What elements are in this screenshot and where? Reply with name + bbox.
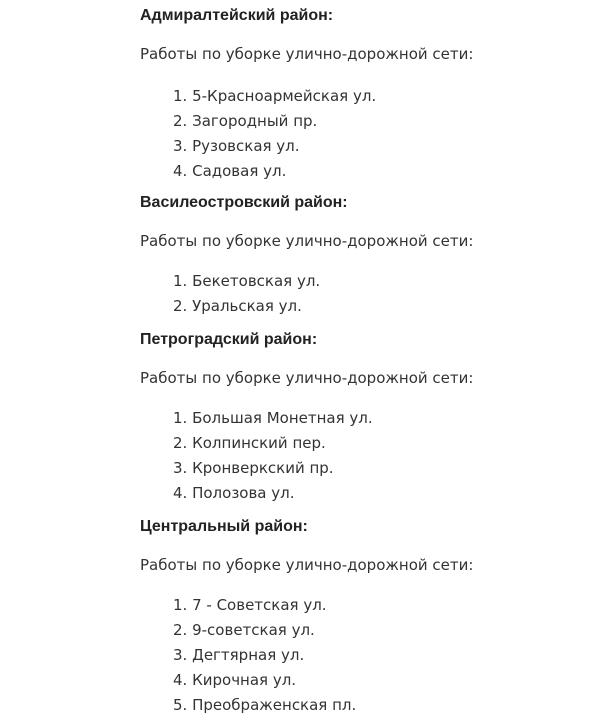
street-list <box>140 406 600 506</box>
district-section-petrogradsky <box>140 330 600 506</box>
district-heading: Адмиралтейский район: <box>140 7 334 24</box>
section-intro: Работы по уборке улично-дорожной сети: <box>140 45 474 63</box>
list-item: 1. Бекетовская ул. <box>173 272 321 290</box>
list-item: 4. Полозова ул. <box>173 484 295 502</box>
district-section-centralny <box>140 517 600 718</box>
list-item: 2. Уральская ул. <box>173 297 302 315</box>
list-item: 1. Большая Монетная ул. <box>173 409 373 427</box>
section-intro: Работы по уборке улично-дорожной сети: <box>140 556 474 574</box>
list-item: 3. Дегтярная ул. <box>173 646 305 664</box>
district-heading: Центральный район: <box>140 518 308 535</box>
district-heading: Петроградский район: <box>140 331 318 348</box>
list-item: 4. Кирочная ул. <box>173 671 297 689</box>
list-item: 2. Колпинский пер. <box>173 434 326 452</box>
list-item: 1. 7 - Советская ул. <box>173 596 327 614</box>
list-item: 3. Кронверкский пр. <box>173 459 334 477</box>
district-section-vasileostrovsky <box>140 193 600 319</box>
street-list <box>140 269 600 319</box>
list-item: 5. Преображенская пл. <box>173 696 357 714</box>
district-heading: Василеостровский район: <box>140 194 348 211</box>
district-section-admiralteysky <box>140 6 600 184</box>
list-item: 4. Садовая ул. <box>173 162 287 180</box>
street-list <box>140 593 600 718</box>
section-intro: Работы по уборке улично-дорожной сети: <box>140 369 474 387</box>
list-item: 1. 5-Красноармейская ул. <box>173 87 377 105</box>
street-list <box>140 84 600 184</box>
list-item: 2. Загородный пр. <box>173 112 318 130</box>
section-intro: Работы по уборке улично-дорожной сети: <box>140 232 474 250</box>
list-item: 2. 9-советская ул. <box>173 621 315 639</box>
list-item: 3. Рузовская ул. <box>173 137 300 155</box>
